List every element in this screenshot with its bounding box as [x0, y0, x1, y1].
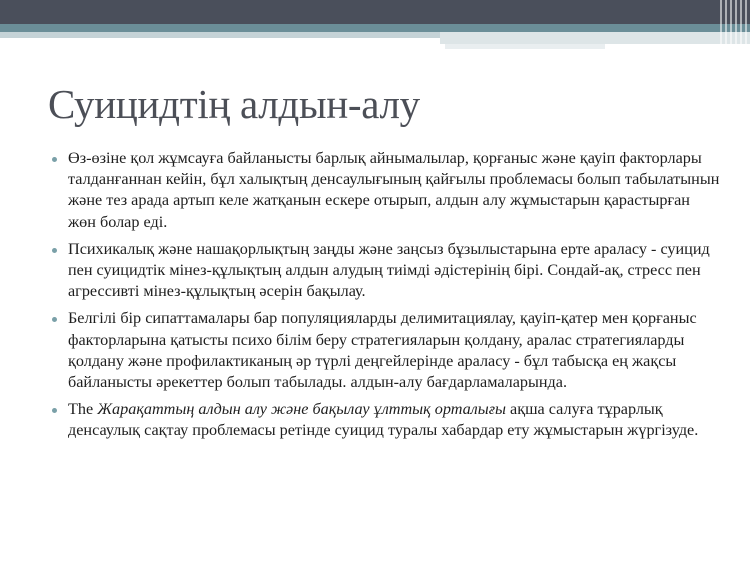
header-light-band-accent [445, 44, 605, 49]
bullet-text: Психикалық және нашақорлықтың заңды және заңсыз бұзылыстарына ерте араласу - суицид пен суицидтік мінез-құлықтың алдын алудың тиімді әдістерінің бірі. Сондай-ақ, стресс пен агрессивті мінез-құлықтың әсерін бақылау. [68, 239, 710, 301]
header-stripes-decoration [720, 0, 750, 50]
bullet-text: Өз-өзіне қол жұмсауға байланысты барлық айнымалылар, қорғаныс және қауіп факторлары талданғаннан кейін, бұл халықтың денсаулығының қайғылы проблемасы болып табылатынын және тез арада артып келе жатқанын ескере отырып, алдын алу жұмыстарын қарастырған жөн болар еді. [68, 149, 720, 231]
bullet-item [40, 239, 720, 303]
bullet-item [40, 399, 720, 441]
bullet-item [40, 148, 720, 233]
slide-title: Суицидтің алдын-алу [48, 81, 420, 127]
bullet-list [40, 148, 720, 448]
organization-name: Жарақаттың алдын алу және бақылау ұлттық орталығы [97, 400, 506, 419]
header-dark-band [0, 0, 750, 24]
bullet-text: Белгілі бір сипаттамалары бар популяцияларды делимитациялау, қауіп-қатер мен қорғаныс факторларына қатысты психо білім беру стратегияларын қолдану, аралас стратегияларды қолдану және профилактиканың әр түрлі деңгейлерінде араласу - бұл табысқа ең жақсы байланысты әрекеттер болып табылады. алдын-алу бағдарламаларында. [68, 309, 697, 392]
bullet-dot-icon [52, 408, 57, 413]
bullet-text-prefix: The [68, 400, 98, 419]
header-light-band-right [440, 32, 750, 44]
header-light-band-left [0, 32, 440, 38]
bullet-dot-icon [52, 317, 57, 322]
bullet-dot-icon [52, 157, 57, 162]
bullet-dot-icon [52, 248, 57, 253]
bullet-item [40, 308, 720, 393]
bullet-text-suffix: ақша салуға тұрарлық денсаулық сақтау проблемасы ретінде суицид туралы хабардар ету жұмыстарын жүргізуде. [68, 400, 699, 440]
header-teal-band [0, 24, 750, 32]
